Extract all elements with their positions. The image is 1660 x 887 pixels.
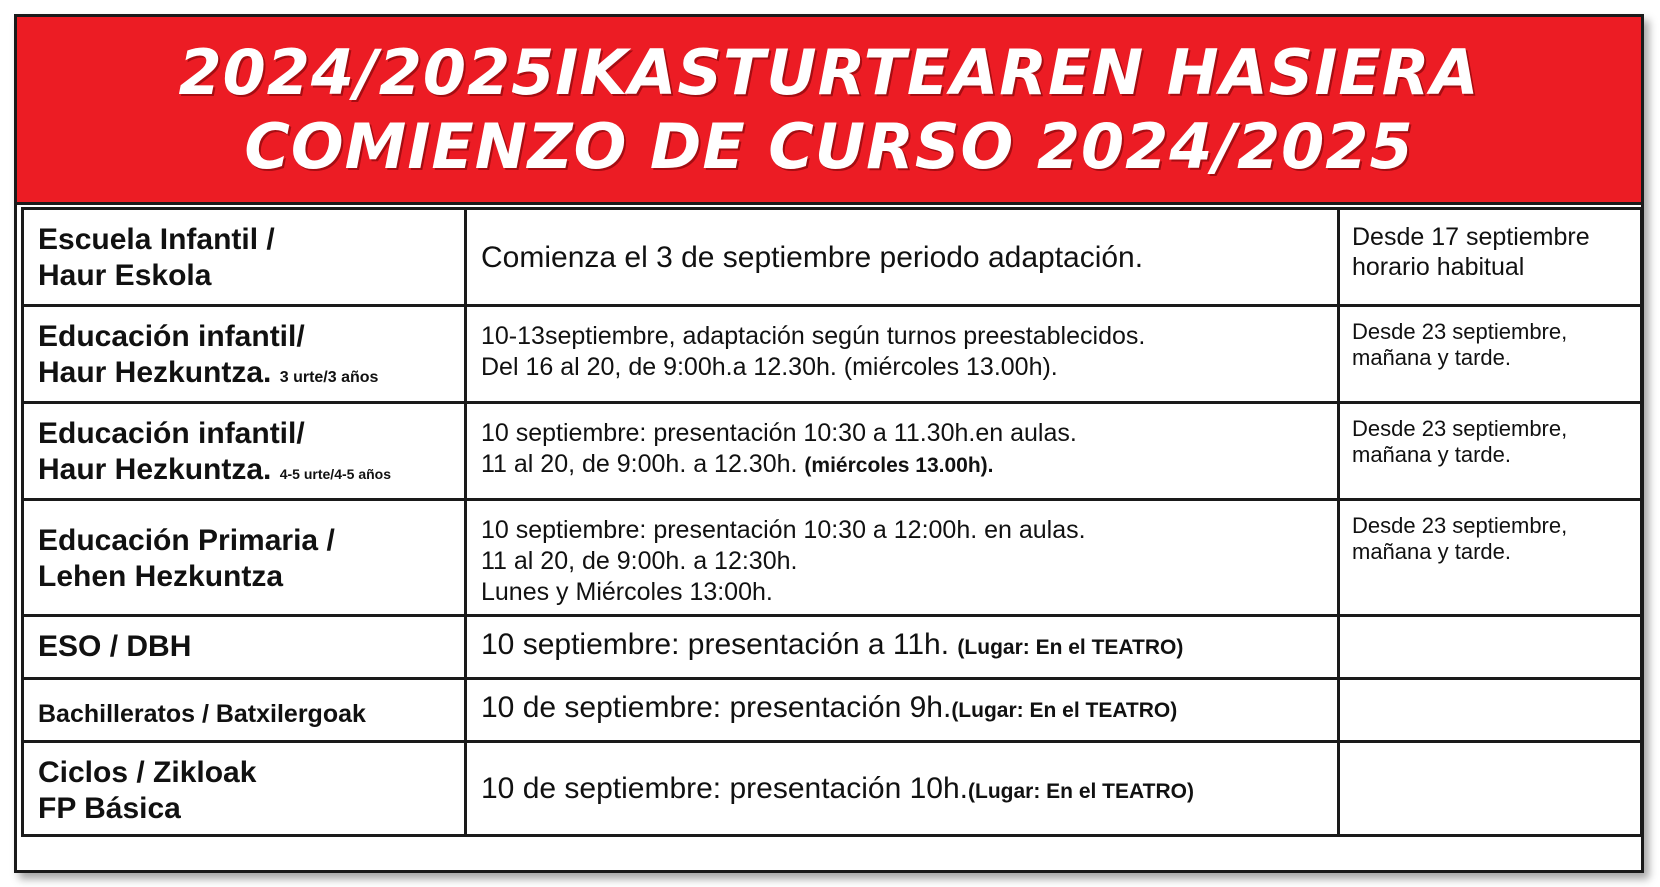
description-line: 11 al 20, de 9:00h. a 12:30h. xyxy=(481,547,798,575)
start-line: Desde 17 septiembre xyxy=(1352,223,1590,251)
schedule-poster xyxy=(14,14,1644,873)
age-note: 4-5 urte/4-5 años xyxy=(279,466,391,482)
description-line: Del 16 al 20, de 9:00h.a 12.30h. (miércoles 13.00h). xyxy=(481,353,1058,381)
level-name: Educación Primaria / xyxy=(38,524,335,557)
table-row xyxy=(23,209,1642,306)
start-cell xyxy=(1339,616,1642,679)
level-name: Haur Eskola xyxy=(38,259,212,292)
level-cell xyxy=(23,679,466,742)
start-cell xyxy=(1339,679,1642,742)
level-name: Educación infantil/ xyxy=(38,320,305,353)
description-line: 10-13septiembre, adaptación según turnos preestablecidos. xyxy=(481,322,1146,350)
description-line: 10 septiembre: presentación 10:30 a 12:00h. en aulas. xyxy=(481,516,1086,544)
description-cell xyxy=(466,209,1339,306)
start-cell xyxy=(1339,306,1642,403)
level-cell xyxy=(23,403,466,500)
description-line: 10 septiembre: presentación a 11h. xyxy=(481,628,950,661)
description-line: 10 de septiembre: presentación 10h. xyxy=(481,772,968,805)
table-row xyxy=(23,306,1642,403)
level-cell xyxy=(23,616,466,679)
description-cell xyxy=(466,403,1339,500)
table-row xyxy=(23,616,1642,679)
description-cell xyxy=(466,742,1339,836)
table-row xyxy=(23,679,1642,742)
description-note: (Lugar: En el TEATRO) xyxy=(951,699,1178,722)
description-line: Lunes y Miércoles 13:00h. xyxy=(481,578,773,606)
description-line: Comienza el 3 de septiembre periodo adaptación. xyxy=(481,241,1144,274)
start-cell xyxy=(1339,403,1642,500)
level-name: Haur Hezkuntza. xyxy=(38,453,272,486)
table-row xyxy=(23,403,1642,500)
start-line: Desde 23 septiembre, xyxy=(1352,319,1568,344)
title-banner xyxy=(17,17,1641,205)
title-basque: 2024/2025IKASTURTEAREN HASIERA xyxy=(178,35,1480,109)
age-note: 3 urte/3 años xyxy=(279,369,379,386)
level-name: FP Básica xyxy=(38,792,181,825)
level-cell xyxy=(23,500,466,616)
description-cell xyxy=(466,679,1339,742)
level-name: Bachilleratos / Batxilergoak xyxy=(38,700,366,728)
level-name: Escuela Infantil / xyxy=(38,223,275,256)
level-cell xyxy=(23,742,466,836)
title-spanish: COMIENZO DE CURSO 2024/2025 xyxy=(244,109,1414,183)
description-note: (miércoles 13.00h). xyxy=(804,454,994,477)
description-cell xyxy=(466,500,1339,616)
start-line: horario habitual xyxy=(1352,253,1525,281)
schedule-table xyxy=(21,207,1643,837)
description-line: 10 de septiembre: presentación 9h. xyxy=(481,691,952,724)
level-name: Lehen Hezkuntza xyxy=(38,560,284,593)
start-line: Desde 23 septiembre, xyxy=(1352,416,1568,441)
description-line: 10 septiembre: presentación 10:30 a 11.30h.en aulas. xyxy=(481,419,1077,447)
start-line: mañana y tarde. xyxy=(1352,345,1511,370)
start-line: mañana y tarde. xyxy=(1352,539,1511,564)
table-row xyxy=(23,742,1642,836)
level-name: ESO / DBH xyxy=(38,630,192,663)
start-cell xyxy=(1339,209,1642,306)
level-cell xyxy=(23,306,466,403)
level-cell xyxy=(23,209,466,306)
level-name: Ciclos / Zikloak xyxy=(38,756,257,789)
start-line: mañana y tarde. xyxy=(1352,442,1511,467)
level-name: Educación infantil/ xyxy=(38,417,305,450)
description-cell xyxy=(466,306,1339,403)
description-cell xyxy=(466,616,1339,679)
start-cell xyxy=(1339,742,1642,836)
table-row xyxy=(23,500,1642,616)
level-name: Haur Hezkuntza. xyxy=(38,356,272,389)
description-note: (Lugar: En el TEATRO) xyxy=(968,780,1194,803)
start-line: Desde 23 septiembre, xyxy=(1352,513,1568,538)
start-cell xyxy=(1339,500,1642,616)
description-line: 11 al 20, de 9:00h. a 12.30h. xyxy=(481,450,798,478)
description-note: (Lugar: En el TEATRO) xyxy=(957,636,1184,659)
